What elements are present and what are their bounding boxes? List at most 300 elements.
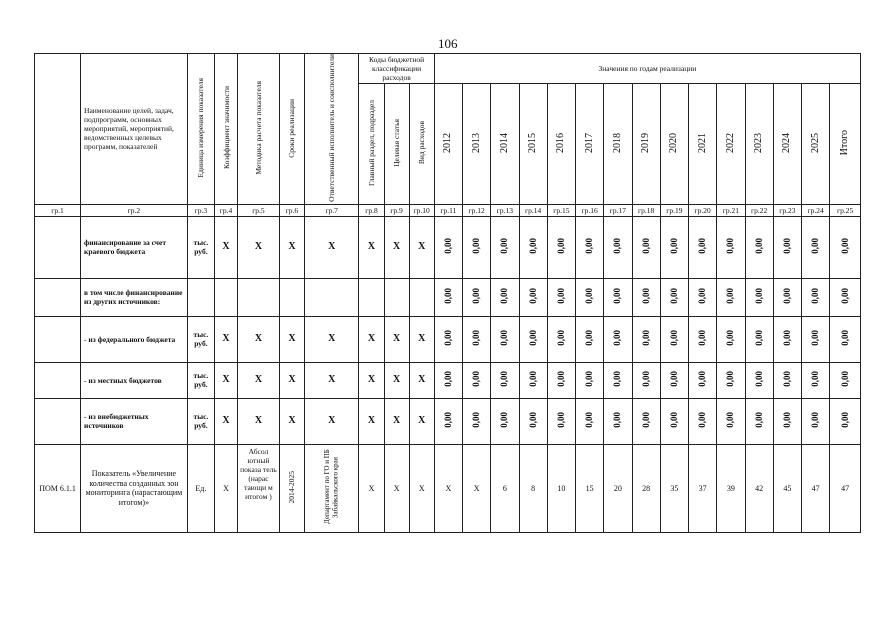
row-unit: тыс. руб. — [187, 216, 214, 278]
value-cell — [660, 316, 688, 362]
row-name: - из местных бюджетов — [81, 362, 188, 398]
year-header — [463, 83, 491, 204]
indicator-value: 28 — [632, 444, 660, 532]
header-responsible — [305, 54, 359, 205]
indicator-value: 15 — [576, 444, 604, 532]
value-text: 0,00 — [584, 412, 595, 429]
row-code3: X — [409, 398, 434, 444]
value-text: 0,00 — [527, 371, 538, 388]
value-text: 0,00 — [612, 330, 623, 347]
group-label: гр.9 — [384, 204, 409, 216]
value-text: 0,00 — [697, 238, 708, 255]
header-blank — [35, 54, 81, 205]
row-code2: X — [384, 362, 409, 398]
value-cell — [802, 362, 830, 398]
value-cell — [604, 216, 632, 278]
value-text: 0,00 — [839, 330, 850, 347]
value-cell — [434, 362, 462, 398]
header-name: Наименование целей, задач, подпрограмм, основных мероприятий, мероприятий, ведомственных целевых программ, показателей — [81, 54, 188, 205]
row-period: X — [279, 398, 304, 444]
indicator-responsible-text: Департамент по ГО и ПБ Забайкальского края — [323, 449, 340, 525]
year-label: 2014 — [498, 132, 510, 153]
indicator-value: X — [463, 444, 491, 532]
row-unit: тыс. руб. — [187, 362, 214, 398]
row-code2: X — [384, 216, 409, 278]
value-text: 0,00 — [499, 288, 510, 305]
value-cell — [830, 216, 861, 278]
value-cell — [434, 278, 462, 316]
value-cell — [519, 216, 547, 278]
year-header — [660, 83, 688, 204]
value-cell — [660, 362, 688, 398]
indicator-value: 20 — [604, 444, 632, 532]
value-cell — [689, 316, 717, 362]
value-cell — [519, 362, 547, 398]
indicator-row — [35, 444, 861, 532]
row-responsible: X — [305, 362, 359, 398]
row-name: в том числе финансирование из других источников: — [81, 278, 188, 316]
value-cell — [491, 278, 519, 316]
value-text: 0,00 — [527, 412, 538, 429]
value-text: 0,00 — [555, 238, 566, 255]
value-cell — [463, 316, 491, 362]
value-cell — [802, 278, 830, 316]
value-text: 0,00 — [781, 238, 792, 255]
header-row-top — [35, 54, 861, 84]
value-cell — [519, 278, 547, 316]
value-text: 0,00 — [725, 412, 736, 429]
indicator-value: 39 — [717, 444, 745, 532]
value-text: 0,00 — [725, 238, 736, 255]
value-text: 0,00 — [527, 330, 538, 347]
value-text: 0,00 — [471, 288, 482, 305]
indicator-value: 47 — [802, 444, 830, 532]
indicator-value: 45 — [773, 444, 801, 532]
row-method: X — [238, 216, 280, 278]
group-label: гр.12 — [463, 204, 491, 216]
group-label: гр.22 — [745, 204, 773, 216]
group-label: гр.16 — [576, 204, 604, 216]
value-text: 0,00 — [499, 412, 510, 429]
group-label: гр.21 — [717, 204, 745, 216]
year-header — [689, 83, 717, 204]
value-cell — [434, 216, 462, 278]
value-cell — [576, 278, 604, 316]
row-code1: X — [359, 398, 384, 444]
indicator-code2: X — [384, 444, 409, 532]
value-text: 0,00 — [471, 412, 482, 429]
group-label: гр.8 — [359, 204, 384, 216]
value-cell — [745, 362, 773, 398]
value-text: 0,00 — [612, 238, 623, 255]
financing-row — [35, 216, 861, 278]
value-cell — [773, 278, 801, 316]
group-label-row — [35, 204, 861, 216]
group-label: гр.19 — [660, 204, 688, 216]
value-text: 0,00 — [668, 330, 679, 347]
value-text: 0,00 — [555, 330, 566, 347]
year-label: 2020 — [668, 132, 680, 153]
value-text: 0,00 — [668, 288, 679, 305]
value-text: 0,00 — [499, 371, 510, 388]
page-number: 106 — [438, 36, 458, 51]
value-text: 0,00 — [640, 412, 651, 429]
value-cell — [689, 398, 717, 444]
value-text: 0,00 — [810, 238, 821, 255]
value-text: 0,00 — [499, 238, 510, 255]
group-label: гр.1 — [35, 204, 81, 216]
group-label: гр.2 — [81, 204, 188, 216]
row-method: X — [238, 316, 280, 362]
value-cell — [547, 362, 575, 398]
year-label: Итого — [839, 130, 851, 156]
value-cell — [802, 316, 830, 362]
header-budget-codes: Коды бюджетной классификации расходов — [359, 54, 434, 84]
row-name: - из внебюджетных источников — [81, 398, 188, 444]
value-cell — [547, 316, 575, 362]
header-period — [279, 54, 304, 205]
value-text: 0,00 — [442, 238, 453, 255]
value-text: 0,00 — [697, 412, 708, 429]
year-label: 2024 — [781, 132, 793, 153]
value-text: 0,00 — [668, 238, 679, 255]
row-code — [35, 216, 81, 278]
row-coef: X — [215, 362, 238, 398]
value-text: 0,00 — [471, 238, 482, 255]
row-code2: X — [384, 398, 409, 444]
value-cell — [745, 216, 773, 278]
header-values-by-year: Значения по годам реализации — [434, 54, 860, 84]
value-text: 0,00 — [839, 288, 850, 305]
row-responsible: X — [305, 398, 359, 444]
indicator-value: 6 — [491, 444, 519, 532]
value-cell — [576, 398, 604, 444]
value-cell — [660, 278, 688, 316]
value-text: 0,00 — [781, 288, 792, 305]
value-text: 0,00 — [753, 330, 764, 347]
year-label: 2025 — [809, 132, 821, 153]
indicator-coef: X — [215, 444, 238, 532]
value-text: 0,00 — [584, 238, 595, 255]
value-cell — [519, 316, 547, 362]
value-cell — [604, 278, 632, 316]
value-text: 0,00 — [668, 412, 679, 429]
group-label: гр.17 — [604, 204, 632, 216]
value-cell — [491, 216, 519, 278]
value-text: 0,00 — [753, 412, 764, 429]
row-code1: X — [359, 316, 384, 362]
value-cell — [604, 362, 632, 398]
value-cell — [547, 278, 575, 316]
header-unit-text: Единица измерения показателя — [196, 78, 206, 178]
value-cell — [519, 398, 547, 444]
indicator-value: 8 — [519, 444, 547, 532]
value-cell — [717, 278, 745, 316]
row-period — [279, 278, 304, 316]
value-text: 0,00 — [725, 371, 736, 388]
row-method: X — [238, 362, 280, 398]
value-text: 0,00 — [781, 371, 792, 388]
value-text: 0,00 — [471, 371, 482, 388]
value-text: 0,00 — [839, 238, 850, 255]
year-header — [576, 83, 604, 204]
group-label: гр.4 — [215, 204, 238, 216]
value-cell — [717, 362, 745, 398]
row-coef: X — [215, 216, 238, 278]
value-cell — [632, 216, 660, 278]
value-text: 0,00 — [781, 330, 792, 347]
header-unit — [187, 54, 214, 205]
group-label: гр.6 — [279, 204, 304, 216]
value-cell — [830, 398, 861, 444]
value-cell — [463, 398, 491, 444]
group-label: гр.14 — [519, 204, 547, 216]
group-label: гр.3 — [187, 204, 214, 216]
row-unit: тыс. руб. — [187, 316, 214, 362]
value-text: 0,00 — [810, 288, 821, 305]
year-label: 2019 — [640, 132, 652, 153]
group-label: гр.7 — [305, 204, 359, 216]
group-label: гр.5 — [238, 204, 280, 216]
value-cell — [802, 398, 830, 444]
indicator-period — [279, 444, 304, 532]
group-label: гр.13 — [491, 204, 519, 216]
row-period: X — [279, 362, 304, 398]
row-name: финансирование за счет краевого бюджета — [81, 216, 188, 278]
indicator-value: 42 — [745, 444, 773, 532]
value-cell — [576, 362, 604, 398]
year-header — [745, 83, 773, 204]
value-text: 0,00 — [442, 330, 453, 347]
header-expense-type-text: Вид расходов — [417, 121, 427, 165]
row-code3: X — [409, 362, 434, 398]
header-period-text: Сроки реализации — [287, 98, 297, 158]
row-period: X — [279, 216, 304, 278]
indicator-period-text: 2014-2025 — [287, 471, 297, 504]
row-code1: X — [359, 216, 384, 278]
year-header — [491, 83, 519, 204]
year-label: 2018 — [611, 132, 623, 153]
value-text: 0,00 — [499, 330, 510, 347]
indicator-unit: Ед. — [187, 444, 214, 532]
indicators-table — [34, 53, 861, 533]
value-cell — [773, 362, 801, 398]
value-text: 0,00 — [555, 288, 566, 305]
value-cell — [632, 362, 660, 398]
value-cell — [576, 216, 604, 278]
group-label: гр.23 — [773, 204, 801, 216]
value-cell — [717, 398, 745, 444]
header-method — [238, 54, 280, 205]
value-cell — [434, 398, 462, 444]
group-label: гр.18 — [632, 204, 660, 216]
year-header — [519, 83, 547, 204]
row-coef: X — [215, 316, 238, 362]
value-cell — [463, 362, 491, 398]
value-cell — [830, 362, 861, 398]
year-label: 2016 — [555, 132, 567, 153]
group-label: гр.20 — [689, 204, 717, 216]
value-text: 0,00 — [527, 288, 538, 305]
value-cell — [434, 316, 462, 362]
row-code1: X — [359, 362, 384, 398]
value-cell — [632, 278, 660, 316]
value-text: 0,00 — [697, 371, 708, 388]
value-text: 0,00 — [640, 238, 651, 255]
row-code — [35, 316, 81, 362]
value-text: 0,00 — [442, 412, 453, 429]
value-text: 0,00 — [584, 288, 595, 305]
value-cell — [463, 216, 491, 278]
value-text: 0,00 — [725, 330, 736, 347]
value-cell — [717, 316, 745, 362]
row-code — [35, 362, 81, 398]
row-unit: тыс. руб. — [187, 398, 214, 444]
value-cell — [491, 398, 519, 444]
value-text: 0,00 — [471, 330, 482, 347]
indicator-responsible — [305, 444, 359, 532]
group-label: гр.25 — [830, 204, 861, 216]
year-label: 2012 — [442, 132, 454, 153]
indicator-method: Абсол ютный показа тель (нарас тающи м итогом ) — [238, 444, 280, 532]
header-target-article — [384, 83, 409, 204]
year-header — [773, 83, 801, 204]
row-coef: X — [215, 398, 238, 444]
value-text: 0,00 — [442, 371, 453, 388]
year-header — [604, 83, 632, 204]
value-text: 0,00 — [839, 412, 850, 429]
value-cell — [773, 316, 801, 362]
value-cell — [745, 316, 773, 362]
row-method — [238, 278, 280, 316]
row-method: X — [238, 398, 280, 444]
row-code3: X — [409, 316, 434, 362]
value-text: 0,00 — [753, 288, 764, 305]
value-text: 0,00 — [612, 412, 623, 429]
value-cell — [689, 362, 717, 398]
indicator-name: Показатель «Увеличение количества созданных зон мониторинга (нарастающим итогом)» — [81, 444, 188, 532]
value-cell — [773, 216, 801, 278]
value-cell — [576, 316, 604, 362]
year-header — [802, 83, 830, 204]
indicator-value: X — [434, 444, 462, 532]
year-header — [632, 83, 660, 204]
value-cell — [660, 216, 688, 278]
row-code3: X — [409, 216, 434, 278]
row-coef — [215, 278, 238, 316]
value-text: 0,00 — [697, 330, 708, 347]
value-text: 0,00 — [810, 412, 821, 429]
value-cell — [547, 216, 575, 278]
header-main-section-text: Главный раздел, подраздел — [366, 99, 376, 186]
value-text: 0,00 — [753, 238, 764, 255]
header-responsible-text: Ответственный исполнитель и соисполнители — [327, 54, 337, 202]
row-responsible — [305, 278, 359, 316]
value-text: 0,00 — [555, 371, 566, 388]
year-label: 2017 — [583, 132, 595, 153]
value-text: 0,00 — [612, 288, 623, 305]
value-cell — [745, 398, 773, 444]
group-label: гр.10 — [409, 204, 434, 216]
header-method-text: Методика расчета показателя — [253, 81, 263, 175]
value-text: 0,00 — [753, 371, 764, 388]
value-text: 0,00 — [640, 330, 651, 347]
value-text: 0,00 — [839, 371, 850, 388]
row-period: X — [279, 316, 304, 362]
row-code1 — [359, 278, 384, 316]
row-code2 — [384, 278, 409, 316]
value-text: 0,00 — [781, 412, 792, 429]
year-header — [434, 83, 462, 204]
header-main-section — [359, 83, 384, 204]
value-text: 0,00 — [668, 371, 679, 388]
value-cell — [632, 316, 660, 362]
value-text: 0,00 — [527, 238, 538, 255]
value-text: 0,00 — [640, 371, 651, 388]
group-label: гр.11 — [434, 204, 462, 216]
indicator-code: ПОМ 6.1.1 — [35, 444, 81, 532]
year-label: 2013 — [470, 132, 482, 153]
value-text: 0,00 — [612, 371, 623, 388]
value-cell — [717, 216, 745, 278]
value-cell — [491, 316, 519, 362]
value-cell — [689, 216, 717, 278]
value-cell — [547, 398, 575, 444]
row-code3 — [409, 278, 434, 316]
row-responsible: X — [305, 316, 359, 362]
indicator-value: 47 — [830, 444, 861, 532]
header-expense-type — [409, 83, 434, 204]
header-coef — [215, 54, 238, 205]
financing-row — [35, 398, 861, 444]
year-label: 2015 — [527, 132, 539, 153]
header-target-article-text: Целевая статья — [392, 118, 402, 167]
year-header — [830, 83, 861, 204]
value-text: 0,00 — [584, 330, 595, 347]
year-header — [547, 83, 575, 204]
row-code — [35, 398, 81, 444]
value-cell — [830, 278, 861, 316]
value-text: 0,00 — [725, 288, 736, 305]
value-text: 0,00 — [555, 412, 566, 429]
value-text: 0,00 — [442, 288, 453, 305]
year-label: 2023 — [753, 132, 765, 153]
value-cell — [745, 278, 773, 316]
value-cell — [632, 398, 660, 444]
financing-row — [35, 362, 861, 398]
header-coef-text: Коэффициент значимости — [221, 86, 231, 170]
year-label: 2021 — [696, 132, 708, 153]
value-cell — [463, 278, 491, 316]
value-text: 0,00 — [810, 371, 821, 388]
value-cell — [604, 398, 632, 444]
value-text: 0,00 — [697, 288, 708, 305]
indicator-code1: X — [359, 444, 384, 532]
indicator-value: 10 — [547, 444, 575, 532]
indicator-value: 37 — [689, 444, 717, 532]
value-cell — [830, 316, 861, 362]
value-text: 0,00 — [640, 288, 651, 305]
value-cell — [773, 398, 801, 444]
row-code — [35, 278, 81, 316]
value-cell — [491, 362, 519, 398]
row-unit — [187, 278, 214, 316]
row-name: - из федерального бюджета — [81, 316, 188, 362]
row-responsible: X — [305, 216, 359, 278]
indicator-value: 35 — [660, 444, 688, 532]
value-cell — [802, 216, 830, 278]
row-code2: X — [384, 316, 409, 362]
